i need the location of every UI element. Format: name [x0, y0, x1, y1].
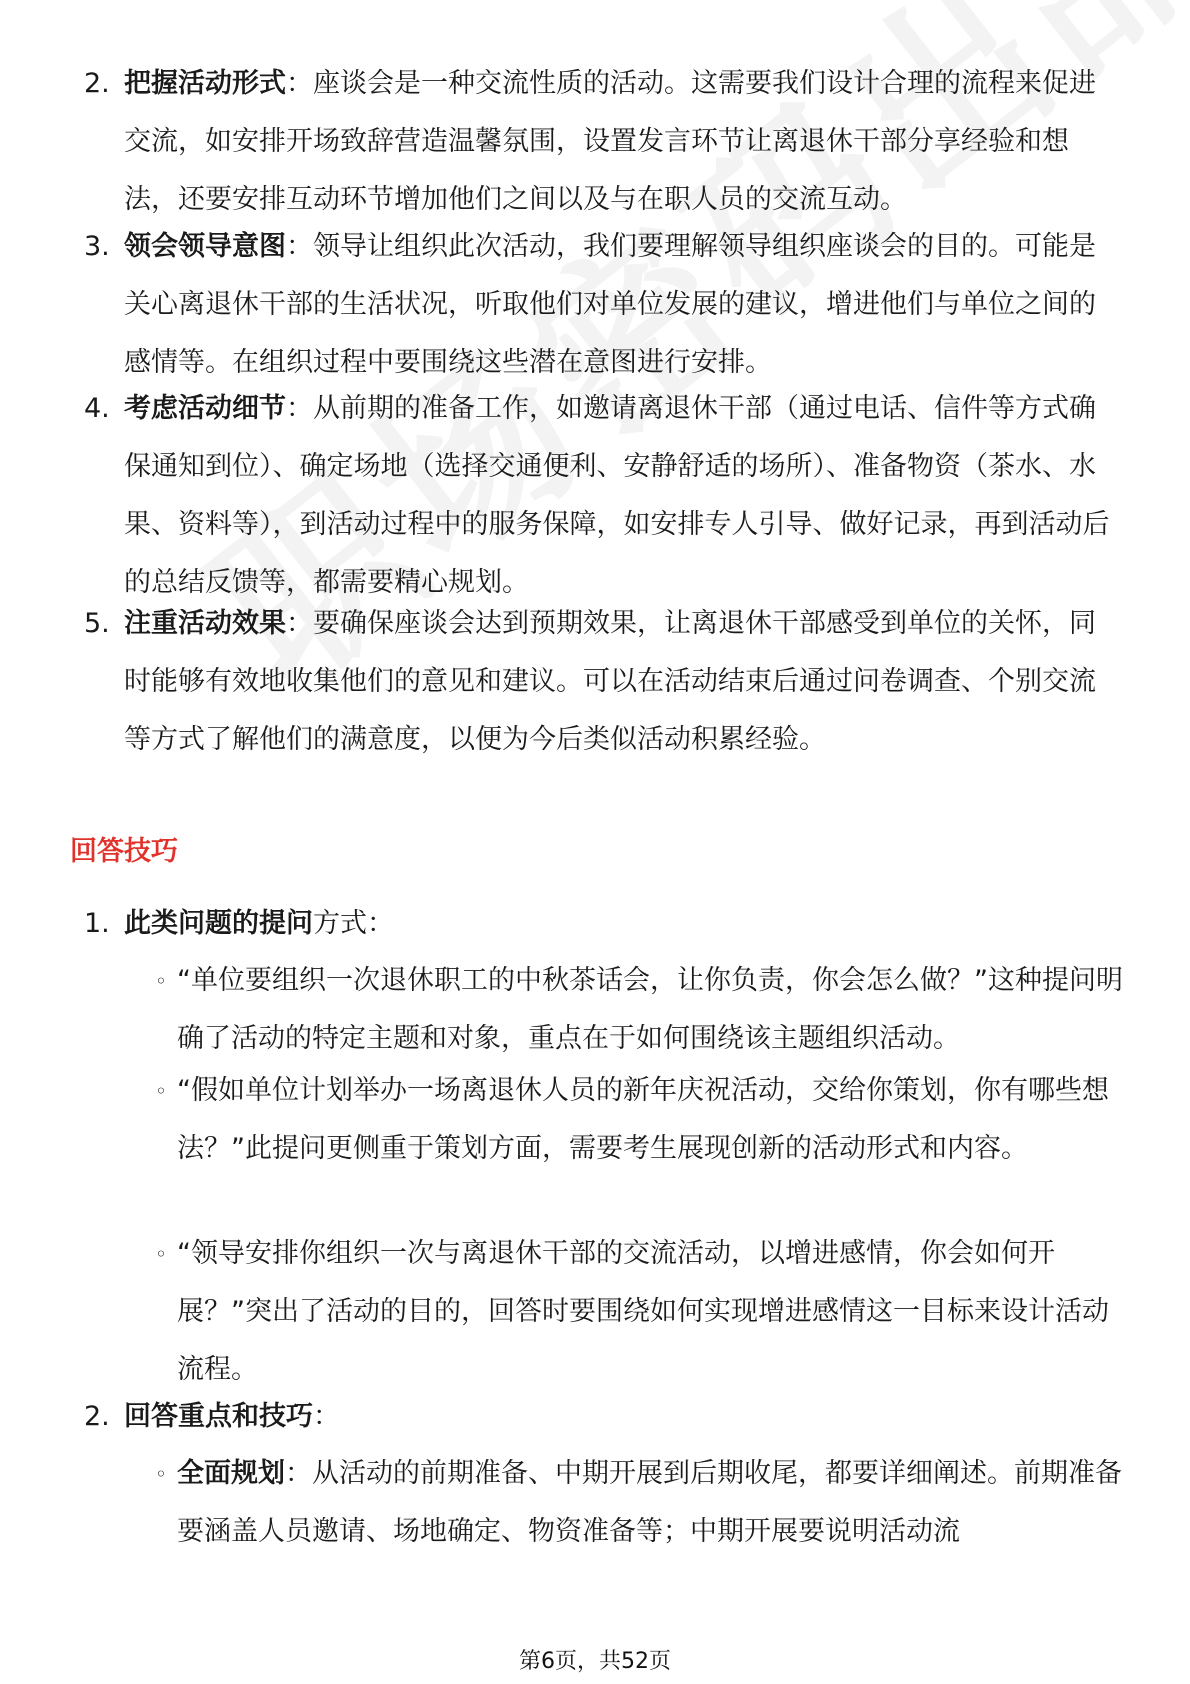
- sub-list-item: [155, 1445, 1130, 1561]
- item-title: 考虑活动细节: [124, 393, 286, 424]
- sub-item-text: “单位要组织一次退休职工的中秋茶话会，让你负责，你会怎么做？”这种提问明确了活动的特定主题和对象，重点在于如何围绕该主题组织活动。: [177, 965, 1123, 1054]
- item-number: 4.: [84, 393, 110, 424]
- item-body: 从前期的准备工作，如邀请离退休干部（通过电话、信件等方式确保通知到位）、确定场地（选择交通便利、安静舒适的场所）、准备物资（茶水、水果、资料等），到活动过程中的服务保障，如安排专人引导、做好记录，再到活动后的总结反馈等，都需要精心规划。: [124, 393, 1110, 598]
- item-number: 2.: [84, 1401, 110, 1432]
- list-item: [84, 380, 1114, 612]
- sub-item-text: “领导安排你组织一次与离退休干部的交流活动，以增进感情，你会如何开展？”突出了活动的目的，回答时要围绕如何实现增进感情这一目标来设计活动流程。: [177, 1238, 1109, 1385]
- item-body: 要确保座谈会达到预期效果，让离退休干部感受到单位的关怀，同时能够有效地收集他们的意见和建议。可以在活动结束后通过问卷调查、个别交流等方式了解他们的满意度，以便为今后类似活动积累经验。: [124, 608, 1096, 755]
- item-title: 此类问题的提问: [124, 908, 313, 939]
- sub-list-item: [155, 952, 1130, 1068]
- bullet-icon: ◦: [155, 1079, 167, 1103]
- list-item: [84, 1388, 1114, 1446]
- sub-item-title: 全面规划: [177, 1458, 285, 1489]
- item-text: 领会领导意图：领导让组织此次活动，我们要理解领导组织座谈会的目的。可能是关心离退休干部的生活状况，听取他们对单位发展的建议，增进他们与单位之间的感情等。在组织过程中要围绕这些潜在意图进行安排。: [124, 231, 1096, 378]
- item-title: 回答重点和技巧: [124, 1401, 313, 1432]
- list-item: [84, 595, 1114, 769]
- item-number: 2.: [84, 68, 110, 99]
- item-text: 考虑活动细节：从前期的准备工作，如邀请离退休干部（通过电话、信件等方式确保通知到位）、确定场地（选择交通便利、安静舒适的场所）、准备物资（茶水、水果、资料等），到活动过程中的服务保障，如安排专人引导、做好记录，再到活动后的总结反馈等，都需要精心规划。: [124, 393, 1110, 598]
- item-text: 注重活动效果：要确保座谈会达到预期效果，让离退休干部感受到单位的关怀，同时能够有效地收集他们的意见和建议。可以在活动结束后通过问卷调查、个别交流等方式了解他们的满意度，以便为今后类似活动积累经验。: [124, 608, 1096, 755]
- item-title: 领会领导意图: [124, 231, 286, 262]
- sub-item-text: “假如单位计划举办一场离退休人员的新年庆祝活动，交给你策划，你有哪些想法？”此提问更侧重于策划方面，需要考生展现创新的活动形式和内容。: [177, 1075, 1109, 1164]
- item-number: 5.: [84, 608, 110, 639]
- sub-item-text: 全面规划：从活动的前期准备、中期开展到后期收尾，都要详细阐述。前期准备要涵盖人员邀请、场地确定、物资准备等；中期开展要说明活动流: [177, 1458, 1122, 1547]
- item-text: 把握活动形式：座谈会是一种交流性质的活动。这需要我们设计合理的流程来促进交流，如安排开场致辞营造温馨氛围，设置发言环节让离退休干部分享经验和想法，还要安排互动环节增加他们之间以及与在职人员的交流互动。: [124, 68, 1096, 215]
- bullet-icon: ◦: [155, 1462, 167, 1486]
- item-title: 注重活动效果: [124, 608, 286, 639]
- sub-item-body: 从活动的前期准备、中期开展到后期收尾，都要详细阐述。前期准备要涵盖人员邀请、场地确定、物资准备等；中期开展要说明活动流: [177, 1458, 1122, 1547]
- list-item: [84, 218, 1114, 392]
- bullet-icon: ◦: [155, 1242, 167, 1266]
- item-number: 3.: [84, 231, 110, 262]
- page-footer: 第6页，共52页: [519, 1649, 671, 1674]
- list-item: [84, 55, 1114, 229]
- item-number: 1.: [84, 908, 110, 939]
- item-body: 领导让组织此次活动，我们要理解领导组织座谈会的目的。可能是关心离退休干部的生活状况，听取他们对单位发展的建议，增进他们与单位之间的感情等。在组织过程中要围绕这些潜在意图进行安排。: [124, 231, 1096, 378]
- section-title: 回答技巧: [70, 836, 178, 867]
- bullet-icon: ◦: [155, 969, 167, 993]
- sub-list-item: [155, 1225, 1130, 1399]
- item-text: 此类问题的提问方式：: [124, 908, 394, 939]
- list-item: [84, 895, 1114, 953]
- sub-list-item: [155, 1062, 1130, 1178]
- item-title: 把握活动形式: [124, 68, 286, 99]
- item-text: 回答重点和技巧：: [124, 1401, 340, 1432]
- item-body: 座谈会是一种交流性质的活动。这需要我们设计合理的流程来促进交流，如安排开场致辞营造温馨氛围，设置发言环节让离退休干部分享经验和想法，还要安排互动环节增加他们之间以及与在职人员的交流互动。: [124, 68, 1096, 215]
